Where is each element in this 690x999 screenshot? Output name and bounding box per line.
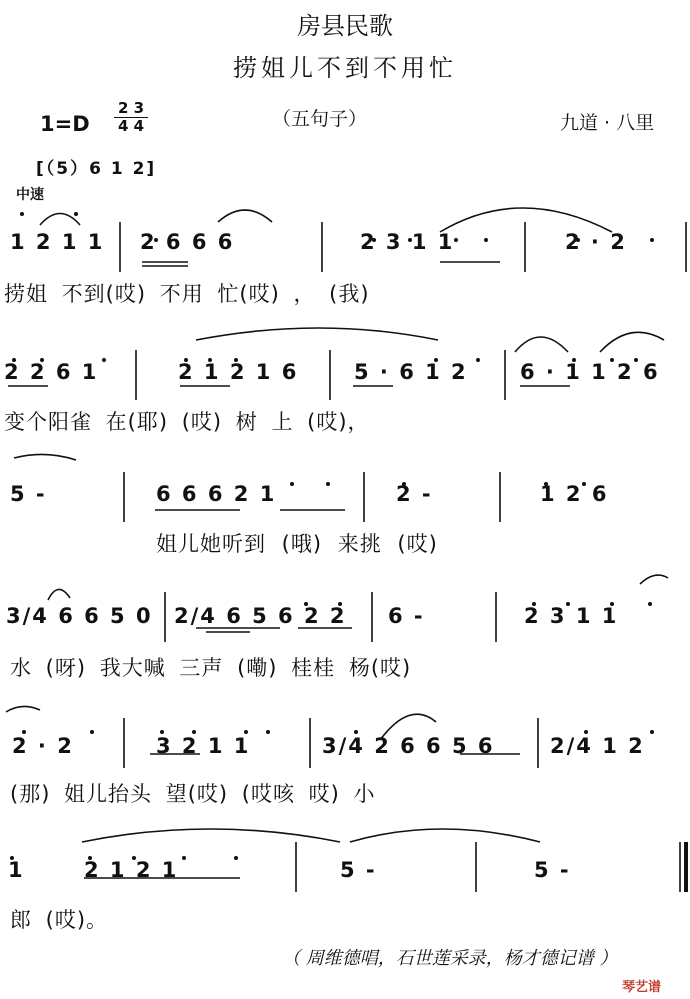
- tempo-marking: 中速: [16, 187, 44, 203]
- measure-4-2: 2/4 6 5 6 2 2: [174, 604, 347, 628]
- place-name: 九道 · 八里: [560, 112, 655, 134]
- measure-6-2: 2 1 2 1: [84, 858, 179, 882]
- measure-2-4: 6 · 1 1 2 6: [520, 360, 660, 384]
- measure-2-1: 2 2 6 1: [4, 360, 99, 384]
- measure-1-4: 2 · 2: [565, 230, 627, 254]
- measure-2-2: 2 1 2 1 6: [178, 360, 299, 384]
- measure-5-1: 2 · 2: [12, 734, 74, 758]
- prelude: [（5）6 1 2]: [36, 159, 157, 179]
- measure-1-3: 2 3 1 1: [360, 230, 455, 254]
- key-signature: 1=D: [40, 112, 90, 136]
- lyrics-line-3: 姐儿她听到 (哦) 来挑 (哎): [156, 532, 438, 556]
- measure-3-1: 5 -: [10, 482, 47, 506]
- lyrics-line-1: 捞姐 不到(哎) 不用 忙(哎) ， (我): [4, 282, 370, 306]
- measure-3-3: 2 -: [396, 482, 433, 506]
- song-title: 捞姐儿不到不用忙: [233, 54, 457, 82]
- measure-3-2: 6 6 6 2 1: [156, 482, 277, 506]
- lyrics-line-5: (那) 姐儿抬头 望(哎) (哎咳 哎) 小: [10, 782, 376, 806]
- measure-2-3: 5 · 6 1 2: [354, 360, 468, 384]
- measure-1-1: 1 2 1 1: [10, 230, 105, 254]
- lyrics-line-4: 水 (呀) 我大喊 三声 (嘞) 桂桂 杨(哎): [10, 656, 412, 680]
- measure-5-3: 3/4 2 6 6 5 6: [322, 734, 495, 758]
- measure-1-2: 2 6 6 6: [140, 230, 235, 254]
- measure-4-3: 6 -: [388, 604, 425, 628]
- time-signature: 2 3 4 4: [114, 100, 148, 135]
- measure-6-3: 5 -: [340, 858, 377, 882]
- measure-5-4: 2/4 1 2: [550, 734, 645, 758]
- lyrics-line-6: 郎 (哎)。: [10, 908, 109, 932]
- measure-6-1: 1: [8, 858, 25, 882]
- credit-line: （ 周维德唱，石世莲采录，杨才德记谱 ）: [282, 948, 618, 969]
- measure-5-2: 3 2 1 1: [156, 734, 251, 758]
- measure-6-4: 5 -: [534, 858, 571, 882]
- watermark-logo: 琴艺谱: [622, 980, 662, 995]
- collection-title: 房县民歌: [297, 12, 393, 40]
- measure-4-1: 3/4 6 6 5 0: [6, 604, 153, 628]
- genre-note: （五句子）: [272, 108, 368, 130]
- lyrics-line-2: 变个阳雀 在(耶) (哎) 树 上 (哎)，: [4, 410, 370, 434]
- measure-3-4: 1 2 6: [540, 482, 609, 506]
- measure-4-4: 2 3 1 1: [524, 604, 619, 628]
